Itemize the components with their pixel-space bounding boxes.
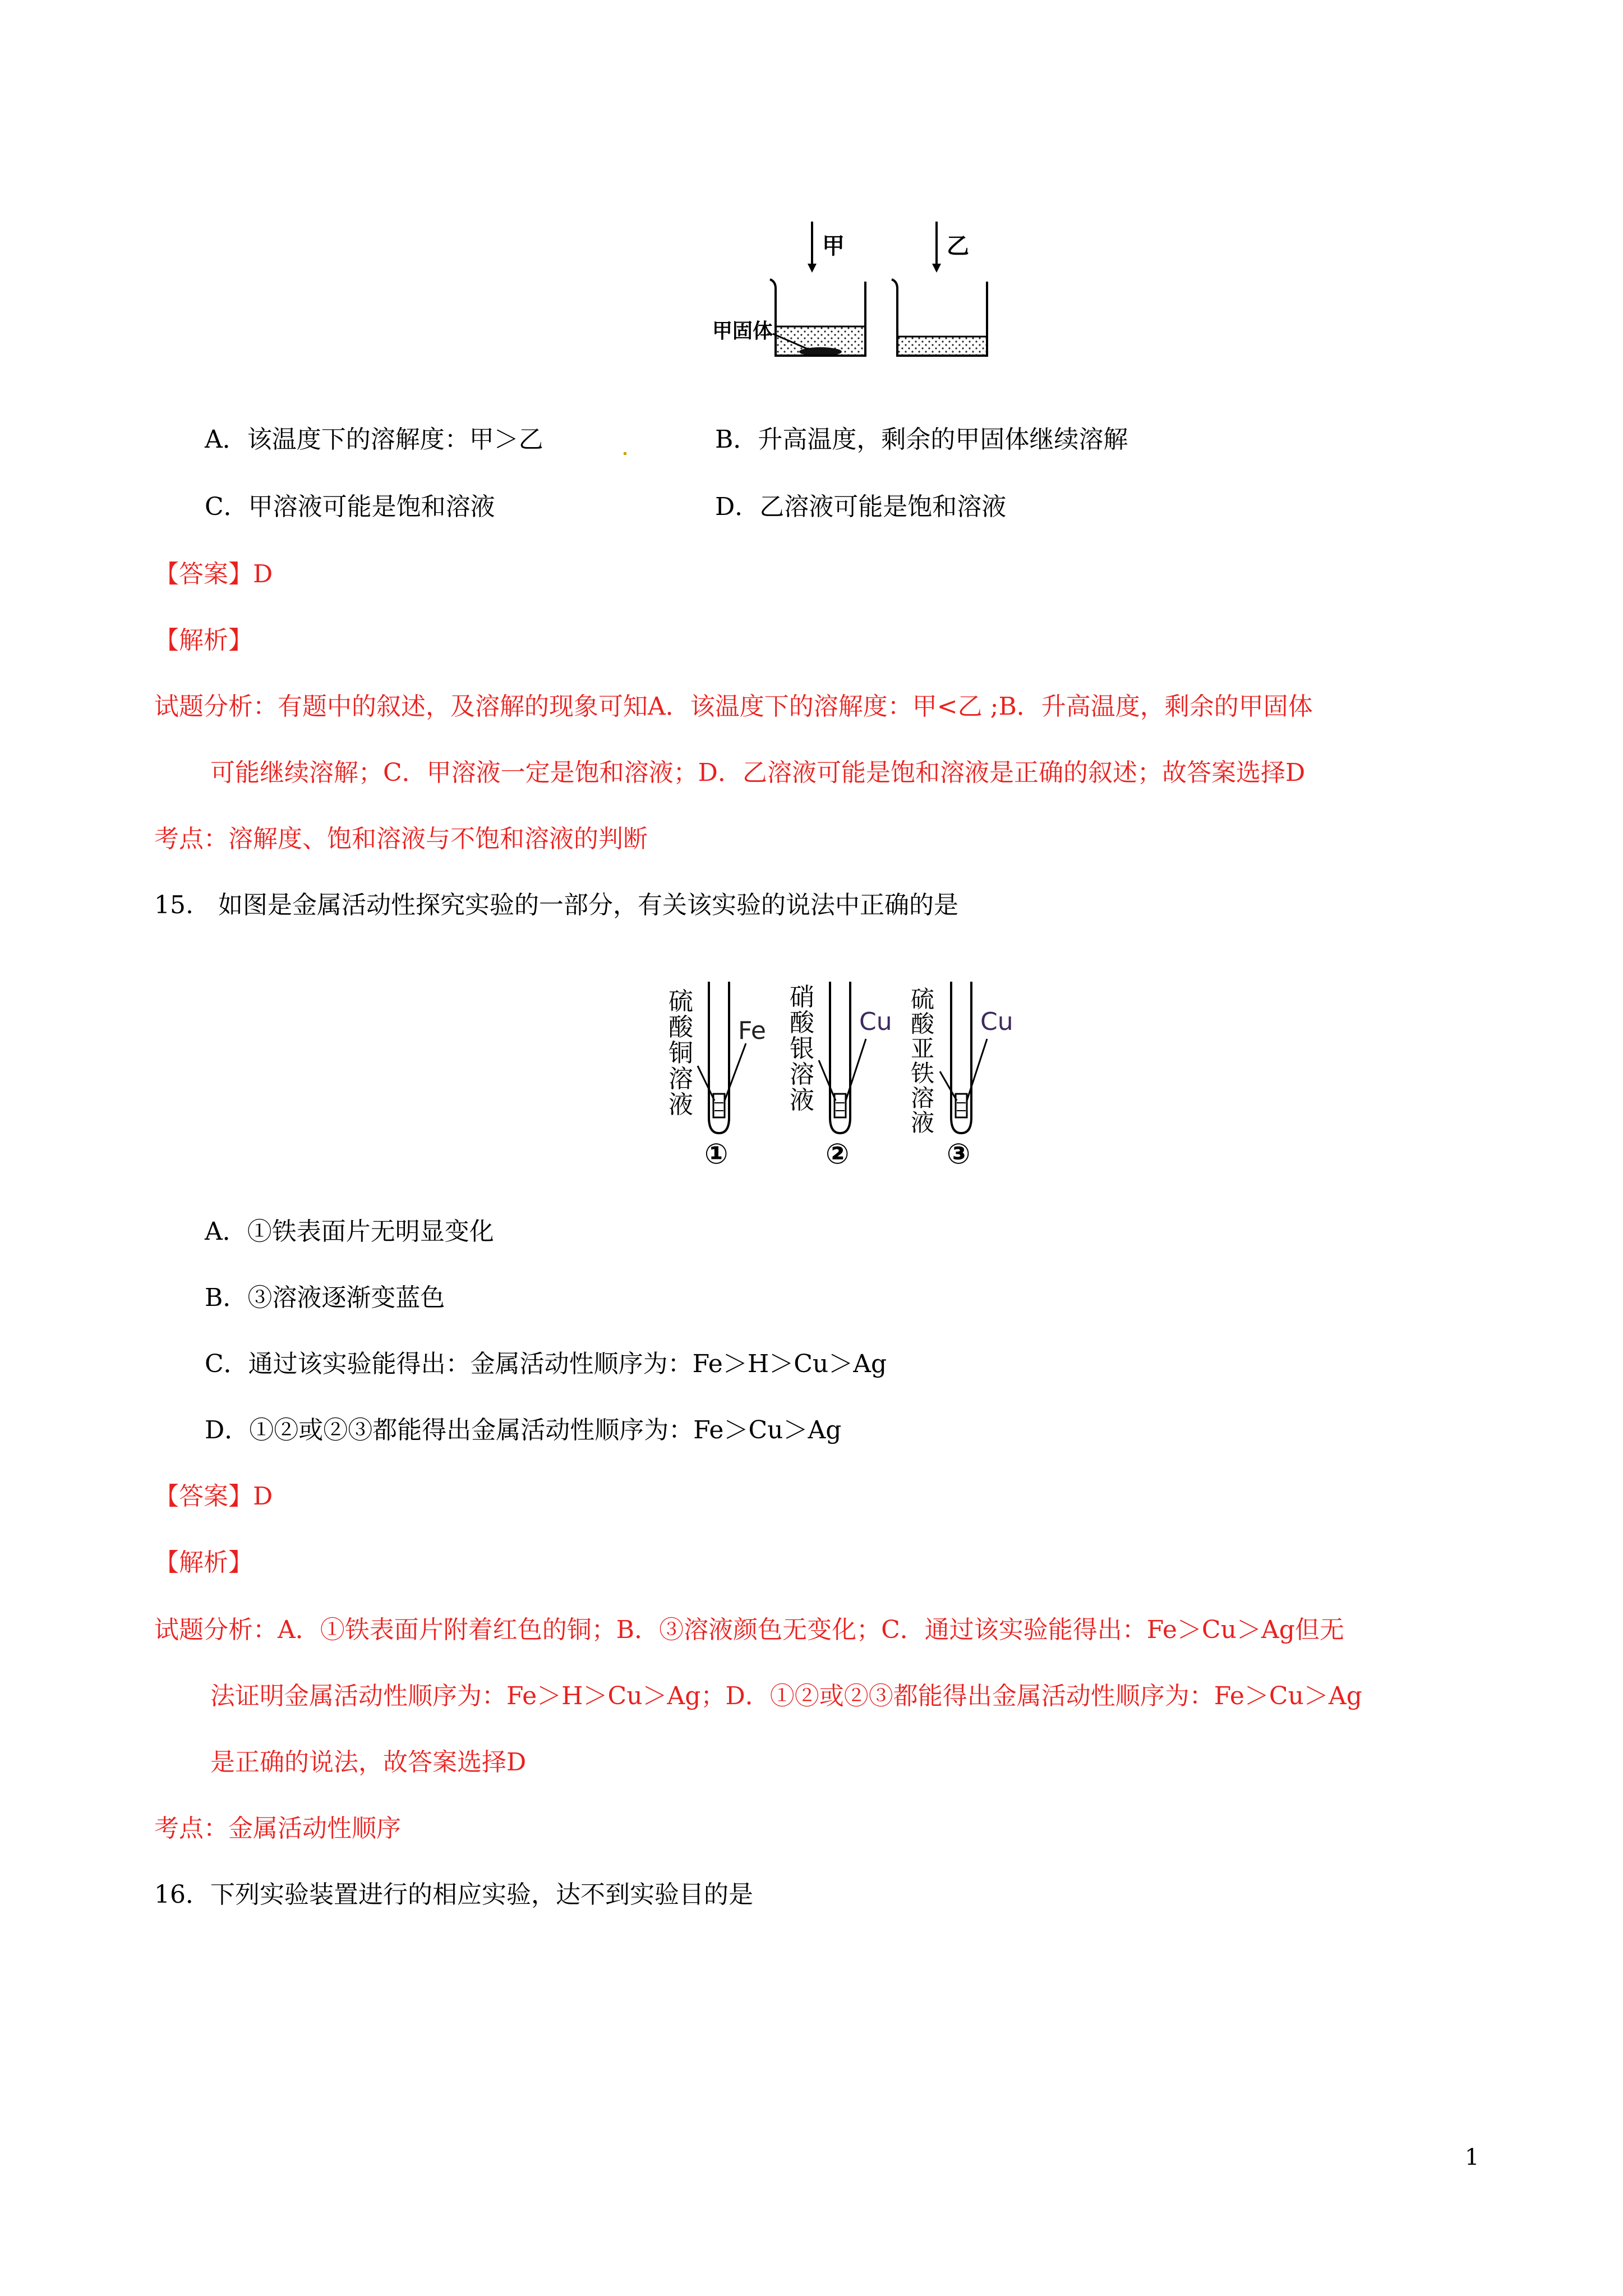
arrow-jia-label: 甲 bbox=[822, 233, 845, 259]
q14-option-b: B．升高温度，剩余的甲固体继续溶解 bbox=[715, 425, 1128, 454]
page-number: 1 bbox=[1465, 2145, 1479, 2170]
tube2-number: ② bbox=[826, 1138, 850, 1170]
q14-option-a: A．该温度下的溶解度：甲＞乙 bbox=[205, 425, 543, 454]
q15-analysis-heading: 【解析】 bbox=[154, 1548, 253, 1577]
tube1-label-char: 液 bbox=[668, 1091, 693, 1119]
q15-analysis-line-3: 是正确的说法，故答案选择D bbox=[210, 1748, 527, 1777]
tube1-label-char: 铜 bbox=[668, 1039, 693, 1068]
solid-label: 甲固体 bbox=[712, 320, 773, 343]
q15-analysis-line-2: 法证明金属活动性顺序为：Fe＞H＞Cu＞Ag；D．①②或②③都能得出金属活动性顺序为：Fe＞Cu＞Ag bbox=[210, 1682, 1362, 1710]
q15-option-b: B．③溶液逐渐变蓝色 bbox=[205, 1283, 445, 1312]
tube1-number: ① bbox=[704, 1138, 728, 1170]
beaker-yi bbox=[892, 279, 987, 356]
tube2-label-char: 银 bbox=[790, 1034, 814, 1063]
tube2-label-char: 液 bbox=[790, 1086, 814, 1115]
tube1-metal: Fe bbox=[738, 1016, 766, 1045]
q14-analysis-line-1: 试题分析：有题中的叙述，及溶解的现象可知A．该温度下的溶解度：甲<乙 ;B．升高温度，剩余的甲固体 bbox=[154, 692, 1313, 721]
tube3-label-char: 酸 bbox=[911, 1010, 935, 1038]
tube3-label-char: 铁 bbox=[911, 1060, 935, 1087]
tube3-label-char: 硫 bbox=[911, 986, 935, 1013]
arrow-yi bbox=[932, 222, 941, 273]
test-tube-figure bbox=[656, 976, 1026, 1172]
test-tube-3 bbox=[940, 982, 987, 1133]
beaker-jia bbox=[770, 279, 865, 356]
q15-stem: 15. 如图是金属活动性探究实验的一部分，有关该实验的说法中正确的是 bbox=[154, 891, 958, 919]
q14-kaodian: 考点：溶解度、饱和溶液与不饱和溶液的判断 bbox=[154, 825, 648, 853]
q14-analysis-line-2: 可能继续溶解；C．甲溶液一定是饱和溶液；D．乙溶液可能是饱和溶液是正确的叙述；故答案选择D bbox=[210, 758, 1306, 787]
tube1-label-char: 硫 bbox=[668, 987, 693, 1016]
tube3-metal: Cu bbox=[980, 1007, 1013, 1036]
tube2-label-char: 酸 bbox=[790, 1009, 814, 1037]
tube2-label-char: 硝 bbox=[790, 983, 814, 1011]
q15-kaodian: 考点：金属活动性顺序 bbox=[154, 1814, 401, 1843]
tube1-label-char: 溶 bbox=[668, 1065, 693, 1093]
q16-stem: 16．下列实验装置进行的相应实验，达不到实验目的是 bbox=[154, 1880, 753, 1909]
q15-option-d: D．①②或②③都能得出金属活动性顺序为：Fe＞Cu＞Ag bbox=[205, 1416, 842, 1444]
arrow-yi-label: 乙 bbox=[947, 233, 969, 259]
tube3-label-char: 液 bbox=[911, 1109, 935, 1137]
tube2-label-char: 溶 bbox=[790, 1060, 814, 1089]
q14-analysis-heading: 【解析】 bbox=[154, 626, 253, 655]
q14-option-c: C．甲溶液可能是饱和溶液 bbox=[205, 493, 495, 521]
q15-answer: 【答案】D bbox=[154, 1482, 273, 1511]
tube3-number: ③ bbox=[947, 1138, 971, 1170]
tube3-label-char: 溶 bbox=[911, 1084, 935, 1112]
test-tube-1 bbox=[698, 982, 746, 1133]
q14-option-d: D．乙溶液可能是饱和溶液 bbox=[715, 493, 1007, 521]
stray-mark bbox=[624, 452, 626, 455]
arrow-jia bbox=[808, 222, 817, 273]
q15-option-c: C．通过该实验能得出：金属活动性顺序为：Fe＞H＞Cu＞Ag bbox=[205, 1350, 887, 1378]
test-tube-2 bbox=[819, 982, 866, 1133]
beaker-figure bbox=[712, 219, 1026, 359]
tube1-label-char: 酸 bbox=[668, 1013, 693, 1042]
q14-answer: 【答案】D bbox=[154, 560, 273, 588]
tube2-metal: Cu bbox=[859, 1007, 892, 1036]
tube3-label-char: 亚 bbox=[911, 1035, 935, 1062]
q15-option-a: A．①铁表面片无明显变化 bbox=[205, 1217, 494, 1246]
q15-analysis-line-1: 试题分析：A．①铁表面片附着红色的铜；B．③溶液颜色无变化；C．通过该实验能得出：Fe＞Cu＞Ag但无 bbox=[154, 1616, 1344, 1644]
